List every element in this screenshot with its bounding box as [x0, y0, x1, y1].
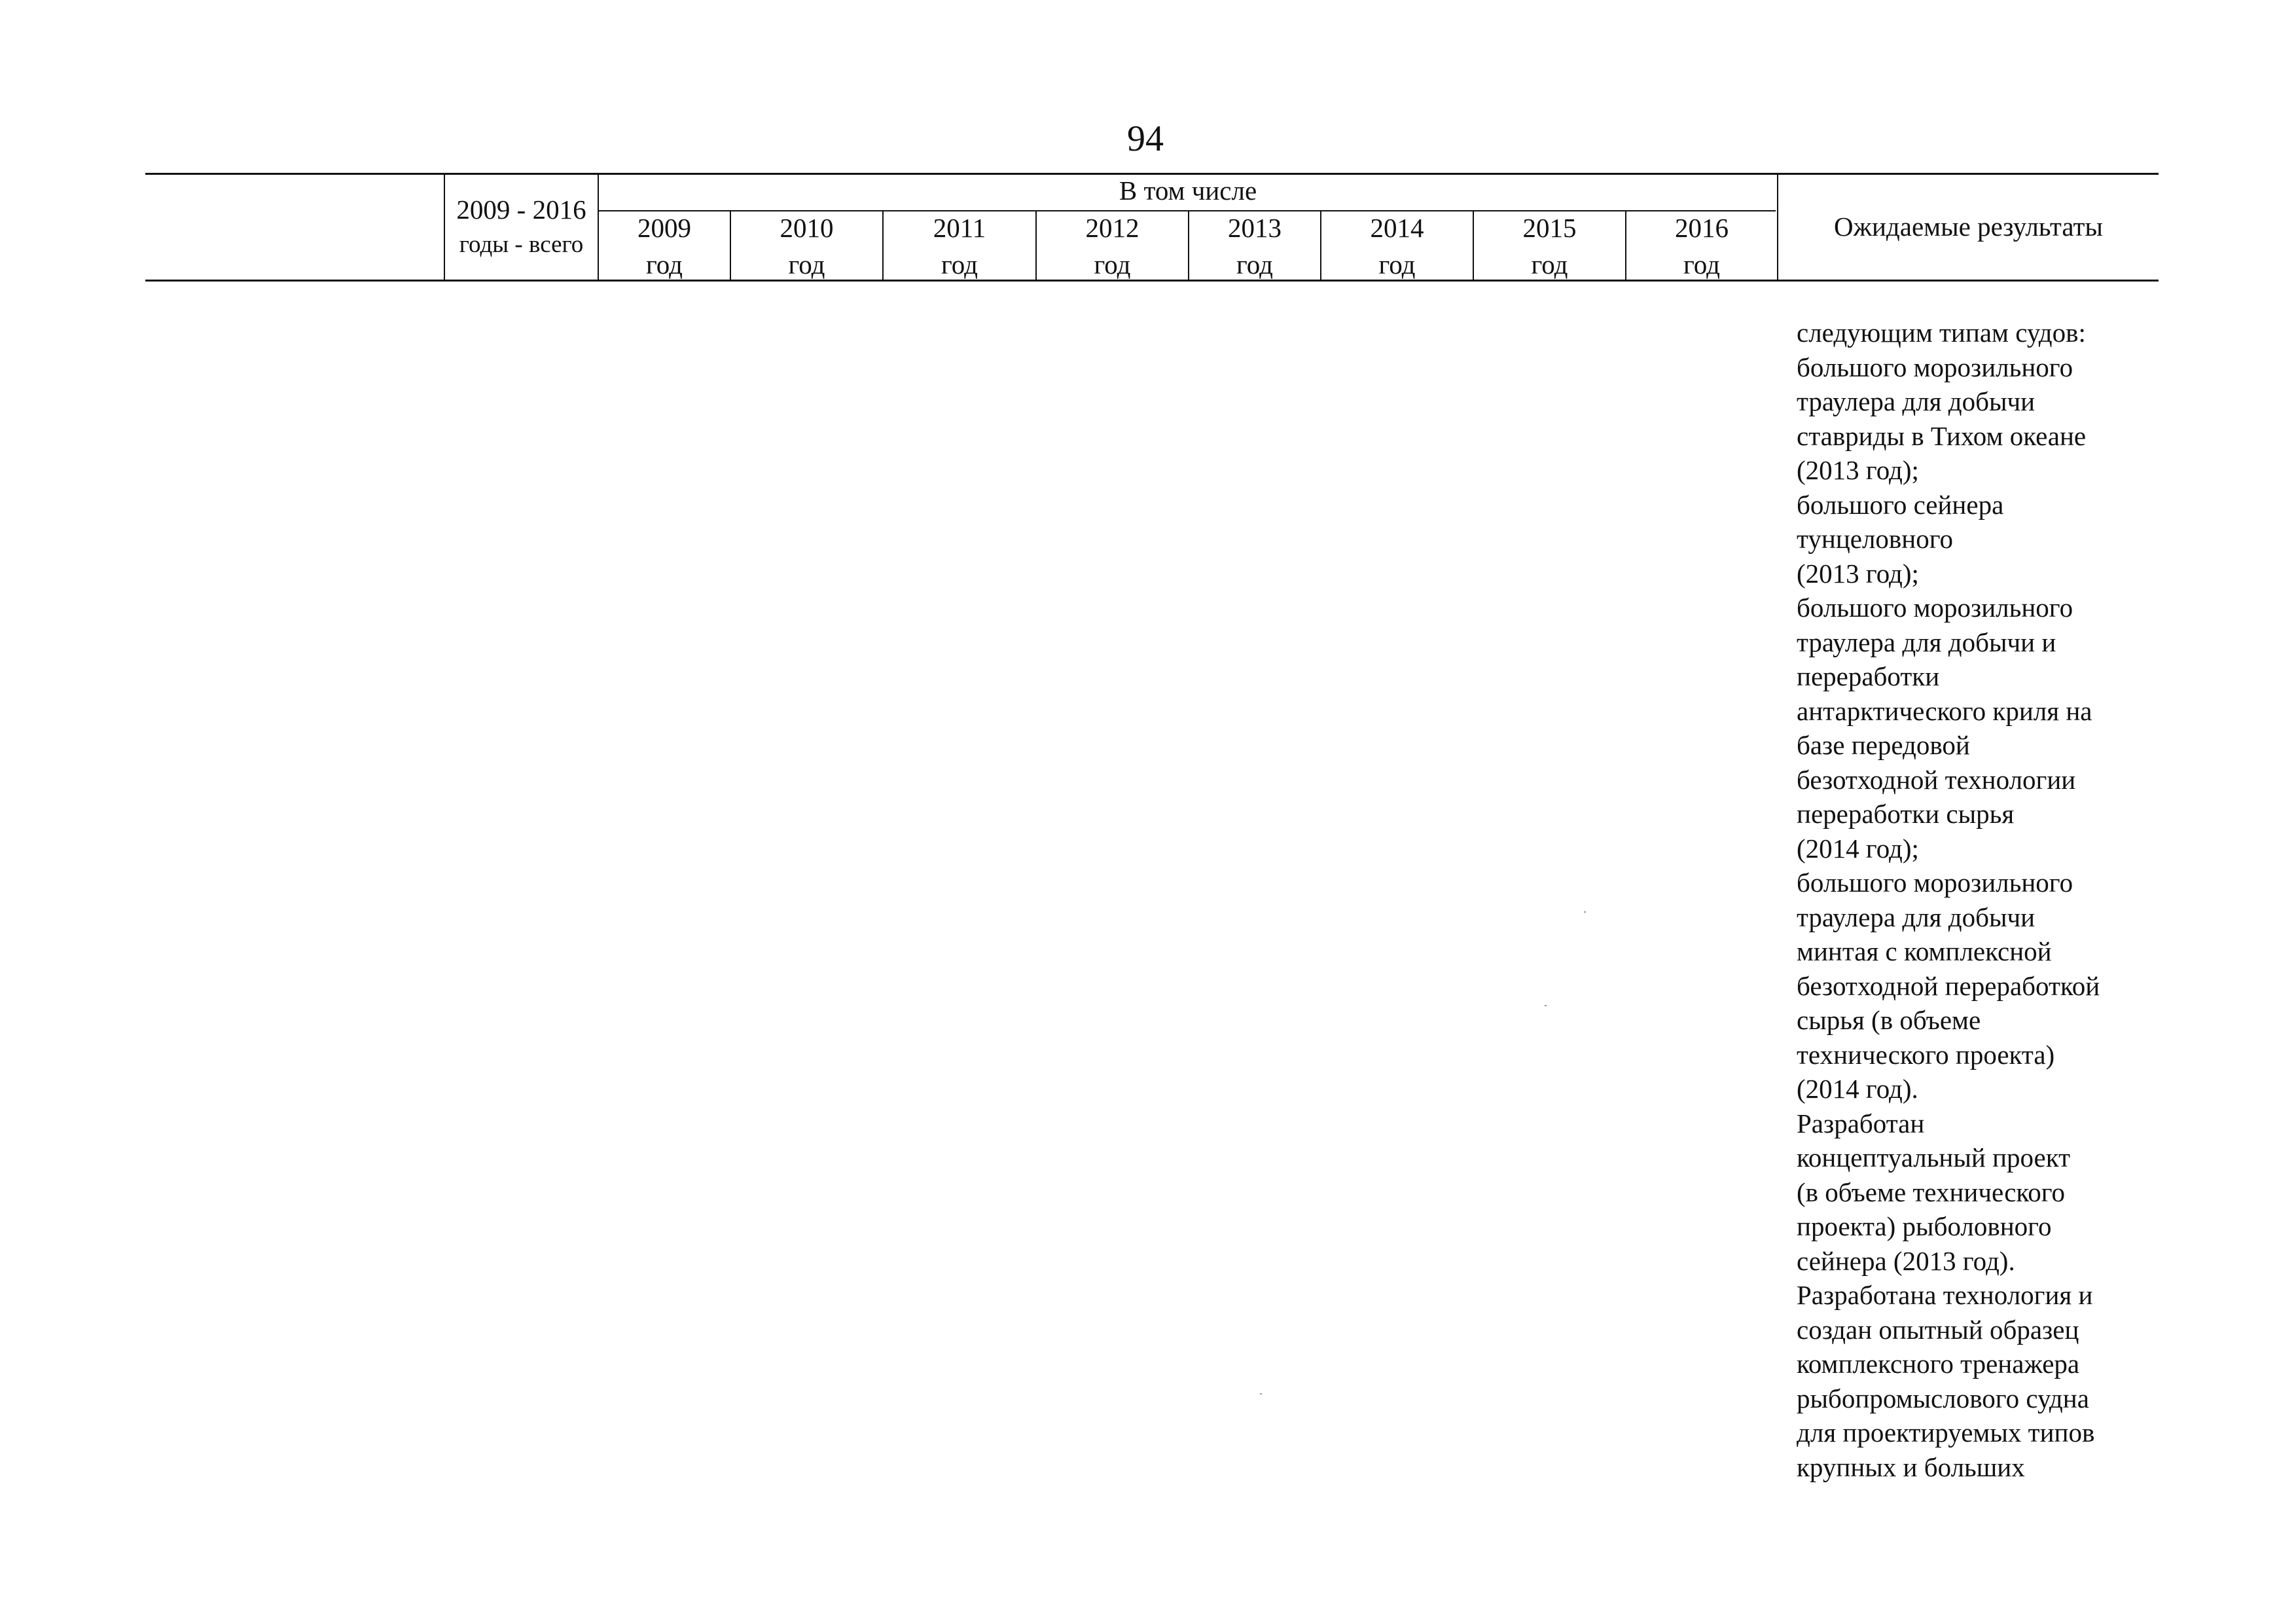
total-col-line2: годы - всего [459, 231, 584, 258]
scan-speck [1584, 911, 1586, 913]
scan-speck [1260, 1393, 1262, 1395]
col-divider-total-left [444, 173, 445, 282]
scan-speck [1545, 1005, 1547, 1006]
year-2011: 2011 [933, 213, 986, 243]
results-col-header: Ожидаемые результаты [1834, 211, 2103, 242]
year-2009-unit: год [646, 249, 683, 280]
year-2015-unit: год [1531, 249, 1568, 280]
year-2014-unit: год [1378, 249, 1416, 280]
year-2013-unit: год [1236, 249, 1273, 280]
year-2012: 2012 [1085, 213, 1139, 243]
year-2010-unit: год [788, 249, 825, 280]
header-mid-rule [599, 210, 1776, 211]
year-2009: 2009 [637, 213, 691, 243]
year-2014: 2014 [1370, 213, 1424, 243]
page-number: 94 [1127, 119, 1164, 159]
year-2010: 2010 [780, 213, 834, 243]
including-label: В том числе [1119, 175, 1257, 206]
results-text: следующим типам судов: большого морозильного траулера для добычи ставриды в Тихом океане (2013 год); большого сейнера тунцеловного (2013 год); большого морозильного траулера для добычи и переработки антарктического криля на базе передовой безотходной технологии переработки сырья (2014 год); большого морозильного траулера для добычи минтая с комплексной безотходной переработкой сырья (в объеме технического проекта) (2014 год). Разработан концептуальный проект (в объеме технического проекта) рыболовного сейнера (2013 год). Разработана технология и создан опытный образец комплексного тренажера рыбопромыслового судна для проектируемых типов крупных и больших [1797, 318, 2100, 1482]
total-col-line1: 2009 - 2016 [456, 194, 586, 225]
year-2016-unit: год [1683, 249, 1720, 280]
year-2013: 2013 [1228, 213, 1282, 243]
year-2012-unit: год [1094, 249, 1131, 280]
year-2015: 2015 [1522, 213, 1577, 243]
year-2011-unit: год [941, 249, 978, 280]
year-2016: 2016 [1675, 213, 1729, 243]
